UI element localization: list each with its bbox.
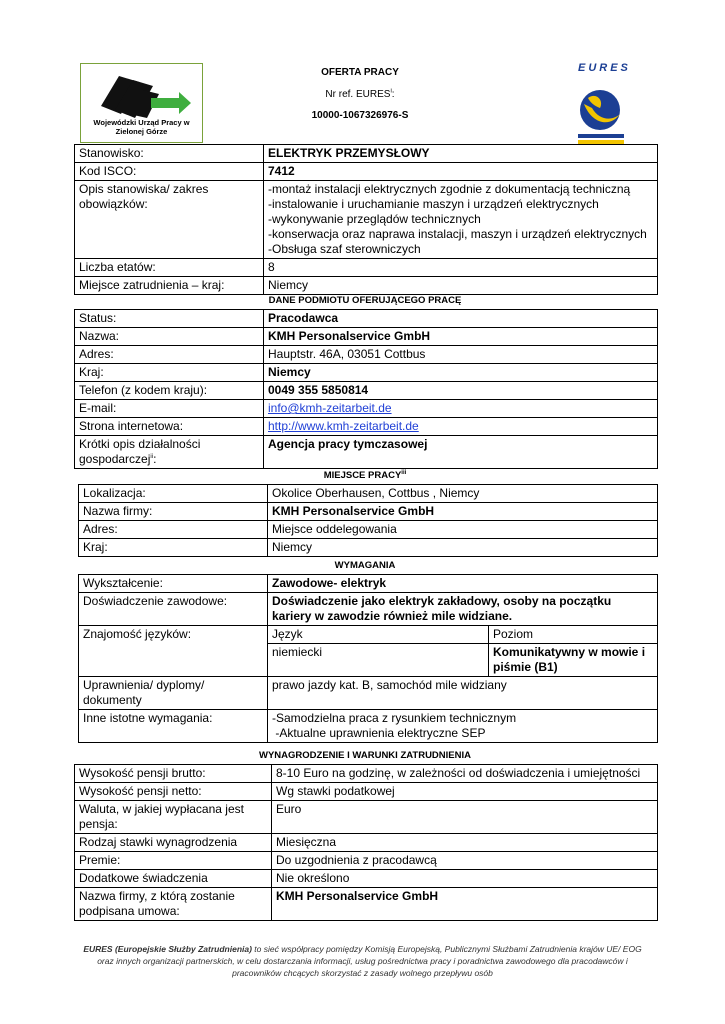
wup-logo-text: Wojewódzki Urząd Pracy w Zielonej Górze — [93, 118, 190, 136]
offer-label-isco: Kod ISCO: — [75, 163, 264, 181]
table-row — [75, 783, 658, 801]
salary-currency: Euro — [272, 801, 658, 834]
table-row — [75, 163, 658, 181]
employer-phone-label: Telefon (z kodem kraju): — [75, 382, 264, 400]
salary-rate-type: Miesięczna — [272, 834, 658, 852]
req-level: Komunikatywny w mowie i piśmie (B1) — [489, 644, 658, 677]
offer-label-country: Miejsce zatrudnienia – kraj: — [75, 277, 264, 295]
eures-logo-text: EURES — [578, 62, 631, 74]
req-experience-label: Doświadczenie zawodowe: — [79, 593, 268, 626]
table-row — [75, 852, 658, 870]
employer-address-label: Adres: — [75, 346, 264, 364]
req-education-label: Wykształcenie: — [79, 575, 268, 593]
table-row — [75, 801, 658, 834]
employer-phone: 0049 355 5850814 — [264, 382, 658, 400]
offer-country: Niemcy — [264, 277, 658, 295]
table-row — [79, 521, 658, 539]
req-language: niemiecki — [268, 644, 489, 677]
salary-section-title: WYNAGRODZENIE I WARUNKI ZATRUDNIENIA — [259, 750, 471, 761]
doc-title: OFERTA PRACY — [321, 67, 399, 78]
table-row — [75, 328, 658, 346]
table-row — [75, 418, 658, 436]
workplace-company: KMH Personalservice GmbH — [268, 503, 658, 521]
workplace-table — [78, 484, 658, 557]
req-other-label: Inne istotne wymagania: — [79, 710, 268, 743]
workplace-country-label: Kraj: — [79, 539, 268, 557]
table-row — [79, 539, 658, 557]
employer-activity: Agencja pracy tymczasowej — [264, 436, 658, 469]
offer-position: ELEKTRYK PRZEMYSŁOWY — [264, 145, 658, 163]
table-row — [75, 277, 658, 295]
eures-logo-graphic — [570, 62, 632, 148]
req-level-col: Poziom — [489, 626, 658, 644]
employer-country-label: Kraj: — [75, 364, 264, 382]
employer-email-link[interactable]: info@kmh-zeitarbeit.de — [268, 401, 392, 415]
requirements-section-title: WYMAGANIA — [334, 560, 396, 571]
table-row — [75, 436, 658, 469]
employer-status: Pracodawca — [264, 310, 658, 328]
table-row — [79, 626, 658, 644]
req-languages-label: Znajomość języków: — [79, 626, 268, 677]
workplace-address-label: Adres: — [79, 521, 268, 539]
table-row — [79, 710, 658, 743]
salary-contract-company: KMH Personalservice GmbH — [272, 888, 658, 921]
offer-isco: 7412 — [264, 163, 658, 181]
workplace-location-label: Lokalizacja: — [79, 485, 268, 503]
table-row — [75, 834, 658, 852]
salary-bonus: Do uzgodnienia z pracodawcą — [272, 852, 658, 870]
offer-label-position: Stanowisko: — [75, 145, 264, 163]
salary-net-label: Wysokość pensji netto: — [75, 783, 272, 801]
employer-country: Niemcy — [264, 364, 658, 382]
table-row — [75, 310, 658, 328]
salary-bonus-label: Premie: — [75, 852, 272, 870]
req-licenses-label: Uprawnienia/ dyplomy/ dokumenty — [79, 677, 268, 710]
table-row — [75, 145, 658, 163]
table-row — [79, 575, 658, 593]
offer-label-positions: Liczba etatów: — [75, 259, 264, 277]
table-row — [75, 346, 658, 364]
salary-rate-type-label: Rodzaj stawki wynagrodzenia — [75, 834, 272, 852]
offer-positions: 8 — [264, 259, 658, 277]
salary-currency-label: Waluta, w jakiej wypłacana jest pensja: — [75, 801, 272, 834]
table-row — [79, 593, 658, 626]
salary-table — [74, 764, 658, 921]
offer-table — [74, 144, 658, 295]
req-education: Zawodowe- elektryk — [268, 575, 658, 593]
table-row — [75, 400, 658, 418]
offer-label-duties: Opis stanowiska/ zakres obowiązków: — [75, 181, 264, 259]
workplace-section-title: MIEJSCE PRACY$^{iii}$ — [323, 469, 407, 481]
employer-section-title: DANE PODMIOTU OFERUJĄCEGO PRACĘ — [268, 295, 462, 306]
ref-label: Nr ref. EURES$^i$: — [325, 88, 395, 100]
salary-gross-label: Wysokość pensji brutto: — [75, 765, 272, 783]
table-row — [75, 765, 658, 783]
employer-address: Hauptstr. 46A, 03051 Cottbus — [264, 346, 658, 364]
req-other: -Samodzielna praca z rysunkiem technicznym -Aktualne uprawnienia elektryczne SEP — [268, 710, 658, 743]
employer-name-label: Nazwa: — [75, 328, 264, 346]
salary-gross: 8-10 Euro na godzinę, w zależności od doświadczenia i umiejętności — [272, 765, 658, 783]
eures-logo — [570, 62, 632, 148]
table-row — [79, 503, 658, 521]
table-row — [75, 259, 658, 277]
table-row — [75, 870, 658, 888]
table-row — [79, 677, 658, 710]
employer-activity-label: Krótki opis działalności gospodarczej$^{ii}$: — [75, 436, 264, 469]
employer-name: KMH Personalservice GmbH — [264, 328, 658, 346]
employer-web-label: Strona internetowa: — [75, 418, 264, 436]
req-experience: Doświadczenie jako elektryk zakładowy, osoby na początku kariery w zawodzie również mile widziane. — [268, 593, 658, 626]
req-licenses: prawo jazdy kat. B, samochód mile widziany — [268, 677, 658, 710]
workplace-address: Miejsce oddelegowania — [268, 521, 658, 539]
table-row — [79, 485, 658, 503]
wup-logo — [80, 63, 203, 143]
table-row — [75, 364, 658, 382]
requirements-table — [78, 574, 658, 743]
employer-email-label: E-mail: — [75, 400, 264, 418]
employer-web-link[interactable]: http://www.kmh-zeitarbeit.de — [268, 419, 419, 433]
workplace-country: Niemcy — [268, 539, 658, 557]
salary-benefits-label: Dodatkowe świadczenia — [75, 870, 272, 888]
workplace-location: Okolice Oberhausen, Cottbus , Niemcy — [268, 485, 658, 503]
table-row — [75, 888, 658, 921]
wup-logo-graphic — [81, 68, 202, 118]
employer-table — [74, 309, 658, 469]
ref-number: 10000-1067326976-S — [311, 110, 409, 121]
salary-benefits: Nie określono — [272, 870, 658, 888]
table-row — [75, 181, 658, 259]
salary-contract-company-label: Nazwa firmy, z którą zostanie podpisana umowa: — [75, 888, 272, 921]
footer-note: EURES (Europejskie Służby Zatrudnienia) to sieć współpracy pomiędzy Komisją Europejską, Publicznymi Służbami Zatrudnienia krajów UE/ EOG oraz innych organizacji partnerskich, w celu dostarczania informacji, usług pośrednictwa pracy i poradnictwa zawodowego dla pracodawców i pracowników chcących skorzystać z zasady wolnego przepływu osób — [83, 944, 642, 978]
employer-status-label: Status: — [75, 310, 264, 328]
table-row — [75, 382, 658, 400]
req-language-col: Język — [268, 626, 489, 644]
workplace-company-label: Nazwa firmy: — [79, 503, 268, 521]
salary-net: Wg stawki podatkowej — [272, 783, 658, 801]
offer-duties: -montaż instalacji elektrycznych zgodnie z dokumentacją techniczną -instalowanie i uruchamianie maszyn i urządzeń elektrycznych -wykonywanie przeglądów technicznych -konserwacja oraz naprawa instalacji, maszyn i urządzeń elektrycznych -Obsługa szaf sterowniczych — [264, 181, 658, 259]
